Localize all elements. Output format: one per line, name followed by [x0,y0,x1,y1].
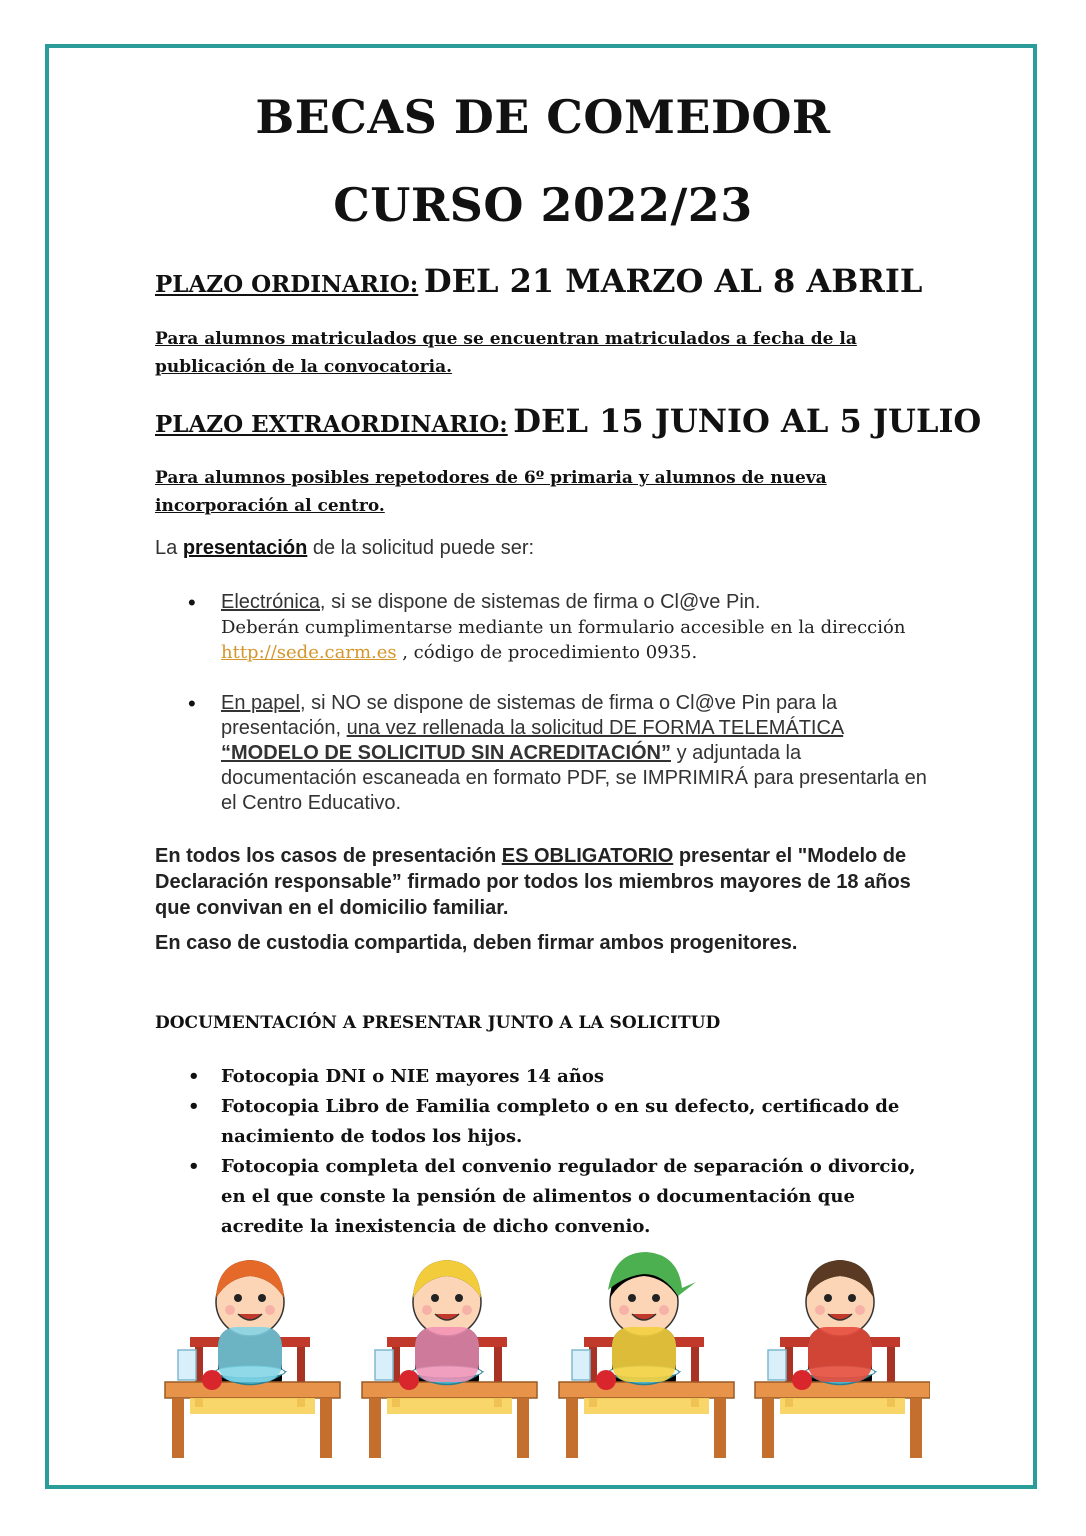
custodia-paragraph: En caso de custodia compartida, deben firmar ambos progenitores. [155,932,798,954]
plazo-ordinario-dates: DEL 21 MARZO AL 8 ABRIL [423,262,923,300]
presentacion-suffix: de la solicitud puede ser: [312,537,535,559]
plazo-extraordinario-label: PLAZO EXTRAORDINARIO: [155,411,508,438]
title-line-2: CURSO 2022/23 [333,178,753,232]
papel-text-3: y adjuntada la documentación escaneada en formato PDF, se IMPRIMIRÁ para presentarla en el Centro Educativo. [221,742,927,814]
plazo-extraordinario-dates: DEL 15 JUNIO AL 5 JULIO [513,402,982,440]
title-line-1: BECAS DE COMEDOR [255,90,831,144]
doc-item-text: Fotocopia Libro de Familia completo o en su defecto, certificado de nacimiento de todos los hijos. [221,1096,900,1147]
presentacion-intro [155,537,534,560]
presentacion-prefix: La [155,537,178,559]
plazo-ordinario [155,262,922,300]
bullet-icon: • [188,1066,200,1087]
doc-item-text: Fotocopia completa del convenio regulador de separación o divorcio, en el que conste la pensión de alimentos o documentación que acredite la inexistencia de dicho convenio. [221,1156,916,1237]
plazo-ordinario-label: PLAZO ORDINARIO: [155,271,419,298]
papel-modelo: “MODELO DE SOLICITUD SIN ACREDITACIÓN” [221,742,671,764]
list-item [188,1152,941,1242]
papel-text-1: si NO se dispone de sistemas de firma o Cl@ve Pin para la presentación, [221,692,838,739]
plazo-ordinario-note: Para alumnos matriculados que se encuentran matriculados a fecha de la publicación de la convocatoria. [155,329,857,377]
plazo-extraordinario-note: Para alumnos posibles repetodores de 6º primaria y alumnos de nueva incorporación al centro. [155,468,827,516]
list-item [188,1062,941,1092]
bullet-icon: • [188,1096,200,1117]
electronica-label: Electrónica, [221,591,326,613]
presentacion-keyword: presentación [182,537,308,559]
obligatorio-paragraph [155,843,935,921]
electronica-detail: Deberán cumplimentarse mediante un formulario accesible en la dirección [221,617,906,638]
electronica-after-link: , código de procedimiento 0935. [402,642,698,663]
children-illustration [160,1232,930,1462]
list-item [188,1092,941,1152]
bullet-icon: • [188,1156,200,1177]
obligatorio-prefix: En todos los casos de presentación [155,845,497,867]
papel-text-2: una vez rellenada la solicitud DE FORMA TELEMÁTICA [346,717,844,739]
obligatorio-suffix: presentar el "Modelo de Declaración responsable” firmado por todos los miembros mayores de 18 años que convivan en el domicilio familiar. [155,845,911,919]
documentacion-heading: DOCUMENTACIÓN A PRESENTAR JUNTO A LA SOLICITUD [155,1013,721,1033]
bullet-icon: • [188,691,196,716]
electronica-text: si se dispone de sistemas de firma o Cl@ve Pin. [331,591,761,613]
electronica-item [221,590,941,665]
doc-item-text: Fotocopia DNI o NIE mayores 14 años [221,1066,605,1087]
sede-link[interactable]: http://sede.carm.es [221,642,397,663]
plazo-extraordinario [155,402,981,440]
bullet-icon: • [188,590,196,615]
documentacion-list [188,1062,941,1242]
obligatorio-keyword: ES OBLIGATORIO [501,845,674,867]
papel-item [221,691,941,816]
papel-label: En papel, [221,692,306,714]
